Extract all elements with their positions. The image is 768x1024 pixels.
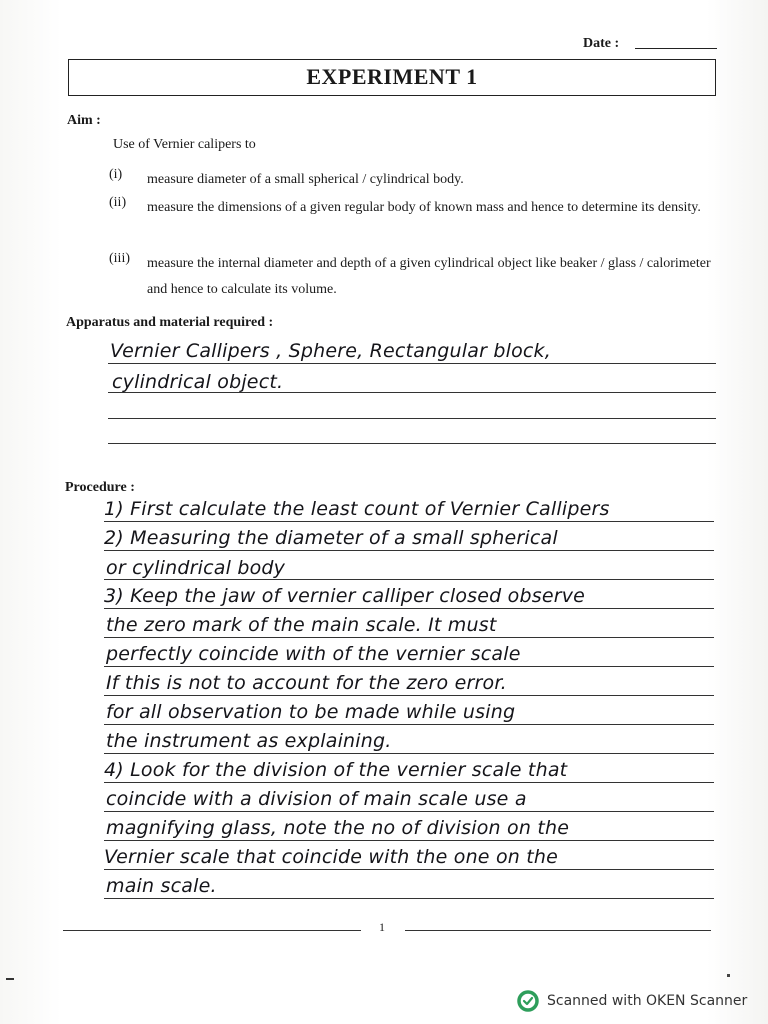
writing-rule — [104, 666, 714, 667]
aim-item-text: measure diameter of a small spherical / cylindrical body. — [147, 172, 464, 187]
scanner-watermark — [517, 990, 747, 1012]
procedure-line-7: If this is not to account for the zero error. — [106, 672, 507, 694]
aim-intro: Use of Vernier calipers to — [113, 137, 256, 152]
apparatus-line-1: Vernier Callipers , Sphere, Rectangular block, — [110, 340, 552, 362]
procedure-line-6: perfectly coincide with of the vernier scale — [106, 643, 521, 665]
page-number: 1 — [379, 920, 385, 934]
aim-label: Aim : — [67, 113, 101, 128]
footer-rule-right — [405, 930, 711, 931]
aim-item-number: (i) — [109, 167, 123, 182]
aim-item-text: measure the internal diameter and depth of a given cylindrical object like beaker / glass / calorimeter and hence to calculate its volume. — [147, 256, 711, 297]
writing-rule — [108, 363, 716, 364]
procedure-line-12: magnifying glass, note the no of division on the — [106, 817, 570, 839]
writing-rule — [108, 392, 716, 393]
writing-rule — [104, 840, 714, 841]
procedure-line-2: 2) Measuring the diameter of a small spherical — [104, 527, 558, 549]
scan-mark — [6, 978, 14, 980]
writing-rule — [104, 637, 714, 638]
writing-rule — [108, 418, 716, 419]
writing-rule — [104, 608, 714, 609]
procedure-line-9: the instrument as explaining. — [106, 730, 392, 752]
procedure-line-10: 4) Look for the division of the vernier scale that — [104, 759, 568, 781]
procedure-line-13: Vernier scale that coincide with the one on the — [104, 846, 559, 868]
writing-rule — [104, 724, 714, 725]
footer-rule-left — [63, 930, 361, 931]
date-label: Date : — [583, 36, 620, 51]
date-field-line — [635, 48, 717, 49]
writing-rule — [104, 811, 714, 812]
procedure-line-4: 3) Keep the jaw of vernier calliper closed observe — [104, 585, 586, 607]
writing-rule — [108, 443, 716, 444]
aim-item-number: (iii) — [109, 251, 130, 266]
oken-scanner-logo-icon — [517, 990, 539, 1012]
writing-rule — [104, 579, 714, 580]
writing-rule — [104, 753, 714, 754]
writing-rule — [104, 898, 714, 899]
procedure-line-5: the zero mark of the main scale. It must — [106, 614, 497, 636]
apparatus-label: Apparatus and material required : — [66, 315, 274, 330]
aim-item-number: (ii) — [109, 195, 127, 210]
apparatus-line-2: cylindrical object. — [112, 371, 284, 393]
scanner-text: Scanned with OKEN Scanner — [547, 993, 748, 1009]
procedure-line-1: 1) First calculate the least count of Vernier Callipers — [104, 498, 610, 520]
writing-rule — [104, 550, 714, 551]
procedure-line-3: or cylindrical body — [106, 557, 286, 579]
writing-rule — [104, 782, 714, 783]
writing-rule — [104, 521, 714, 522]
procedure-label: Procedure : — [65, 480, 135, 495]
aim-item-text: measure the dimensions of a given regular body of known mass and hence to determine its density. — [147, 200, 701, 215]
writing-rule — [104, 869, 714, 870]
procedure-line-14: main scale. — [106, 875, 217, 897]
procedure-line-8: for all observation to be made while using — [106, 701, 516, 723]
experiment-title: EXPERIMENT 1 — [68, 59, 716, 96]
scan-mark — [727, 974, 730, 977]
procedure-line-11: coincide with a division of main scale use a — [106, 788, 527, 810]
writing-rule — [104, 695, 714, 696]
